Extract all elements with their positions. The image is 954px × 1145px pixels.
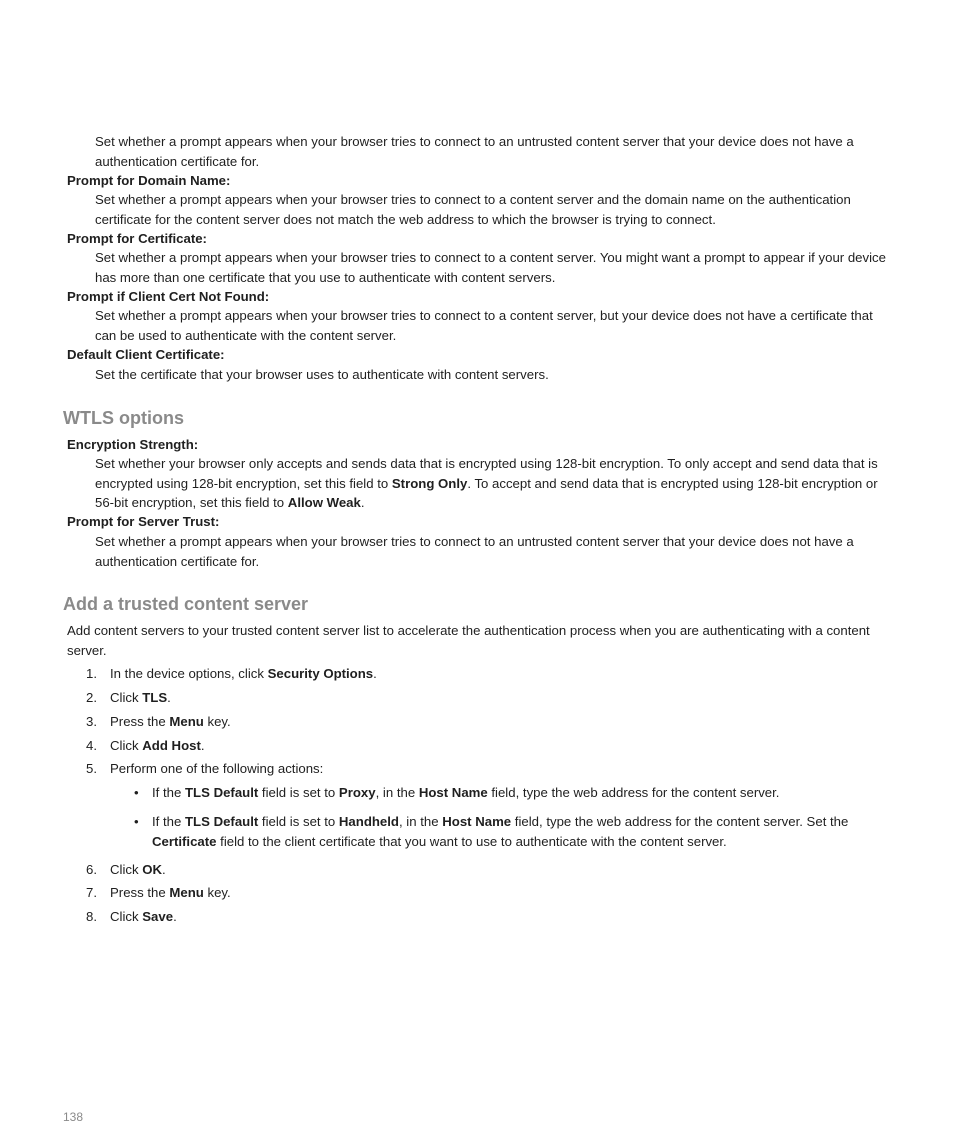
- step-2: 2. Click TLS.: [86, 690, 171, 705]
- untrusted-server-description: Set whether a prompt appears when your browser tries to connect to an untrusted content server that your device does not have a authentication certificate for.: [95, 134, 854, 169]
- term-prompt-domain-name: Prompt for Domain Name:: [67, 173, 231, 188]
- heading-wtls-options: WTLS options: [63, 408, 184, 428]
- page-number: 138: [63, 1110, 84, 1124]
- step-7: 7. Press the Menu key.: [86, 885, 231, 900]
- bullet-proxy: • If the TLS Default field is set to Proxy, in the Host Name field, type the web address for the content server.: [134, 783, 894, 803]
- desc-default-client-cert: Set the certificate that your browser uses to authenticate with content servers.: [95, 367, 549, 382]
- step-1: 1. In the device options, click Security Options.: [86, 666, 377, 681]
- step-3: 3. Press the Menu key.: [86, 714, 231, 729]
- term-default-client-cert: Default Client Certificate:: [67, 347, 225, 362]
- term-prompt-certificate: Prompt for Certificate:: [67, 231, 207, 246]
- bullet-glyph: •: [134, 814, 139, 829]
- desc-prompt-client-cert: Set whether a prompt appears when your browser tries to connect to a content server, but your device does not have a certificate that can be used to authenticate with the content server.: [95, 308, 873, 343]
- step-5: 5. Perform one of the following actions:: [86, 761, 324, 776]
- bullet-handheld: • If the TLS Default field is set to Handheld, in the Host Name field, type the web address for the content server. Set the Certificate field to the client certificate that you want to use to authenticate with the content server.: [134, 814, 849, 849]
- desc-prompt-domain-name: Set whether a prompt appears when your browser tries to connect to a content server and the domain name on the authentication certificate for the content server does not match the web address to which the browser is trying to connect.: [95, 192, 851, 227]
- step-6: 6. Click OK.: [86, 862, 166, 877]
- step-4: 4. Click Add Host.: [86, 738, 205, 753]
- heading-add-trusted-server: Add a trusted content server: [63, 594, 309, 614]
- desc-encryption-strength: Set whether your browser only accepts and sends data that is encrypted using 128-bit encryption. To only accept and send data that is encrypted using 128-bit encryption, set this field to Strong Only. To accept and send data that is encrypted using 128-bit encryption or 56-bit encryption, set this field to Allow Weak.: [95, 456, 878, 510]
- bullet-glyph: •: [134, 785, 139, 800]
- term-prompt-client-cert: Prompt if Client Cert Not Found:: [67, 289, 270, 304]
- term-prompt-server-trust: Prompt for Server Trust:: [67, 514, 220, 529]
- term-encryption-strength: Encryption Strength:: [67, 437, 199, 452]
- step-8: 8. Click Save.: [86, 909, 177, 924]
- desc-prompt-certificate: Set whether a prompt appears when your browser tries to connect to a content server. You might want a prompt to appear if your device has more than one certificate that you use to authenticate with content servers.: [95, 250, 886, 285]
- desc-prompt-server-trust: Set whether a prompt appears when your browser tries to connect to an untrusted content server that your device does not have a authentication certificate for.: [95, 534, 854, 569]
- trusted-server-intro: Add content servers to your trusted content server list to accelerate the authentication process when you are authenticating with a content server.: [67, 623, 870, 658]
